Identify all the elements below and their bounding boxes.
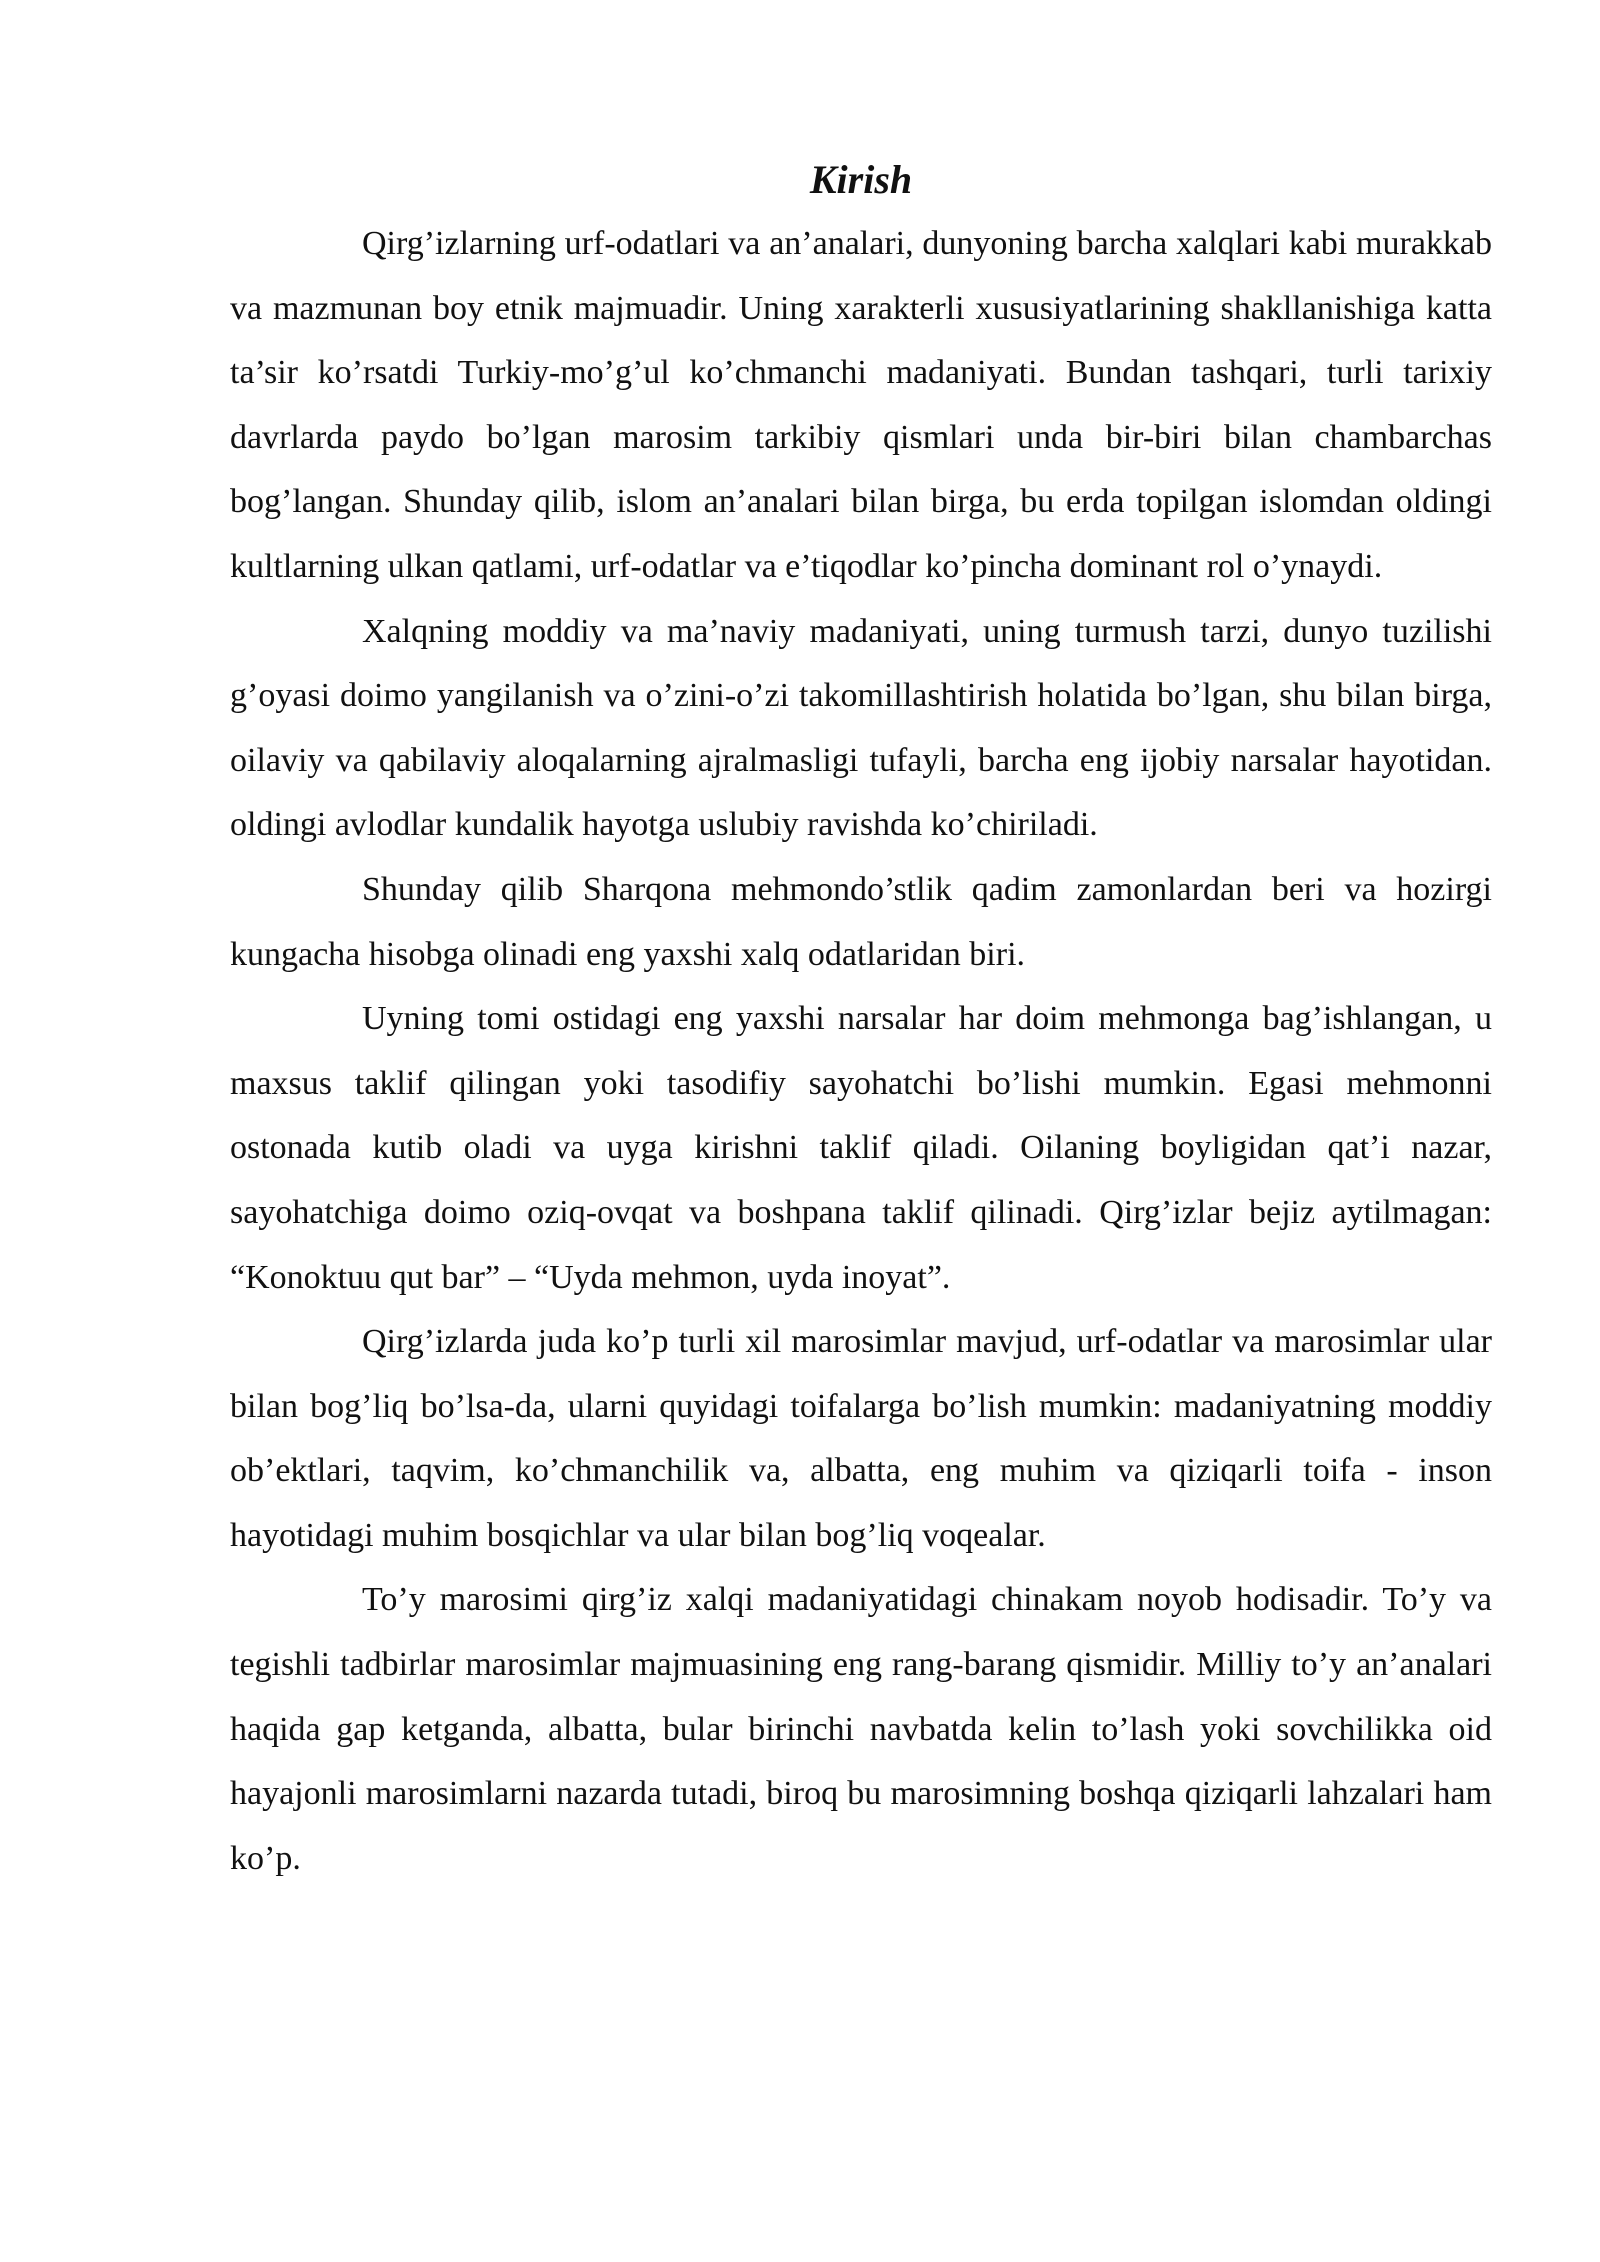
paragraph-4: Uyning tomi ostidagi eng yaxshi narsalar har doim mehmonga bag’ishlangan, u maxsus taklif qilingan yoki tasodifiy sayohatchi bo’lishi mumkin. Egasi mehmonni ostonada kutib oladi va uyga kirishni taklif qiladi. Oilaning boyligidan qat’i nazar, sayohatchiga doimo oziq-ovqat va boshpana taklif qilinadi. Qirg’izlar bejiz aytilmagan: “Konoktuu qut bar” – “Uyda mehmon, uyda inoyat”. xyxy=(230,1000,1492,1296)
paragraph-5: Qirg’izlarda juda ko’p turli xil marosimlar mavjud, urf-odatlar va marosimlar ular bilan bog’liq bo’lsa-da, ularni quyidagi toifalarga bo’lish mumkin: madaniyatning moddiy ob’ektlari, taqvim, ko’chmanchilik va, albatta, eng muhim va qiziqarli toifa - inson hayotidagi muhim bosqichlar va ular bilan bog’liq voqealar. xyxy=(230,1323,1492,1554)
document-title: Kirish xyxy=(809,157,913,202)
document-body xyxy=(230,148,1492,1891)
paragraph-3: Shunday qilib Sharqona mehmondo’stlik qadim zamonlardan beri va hozirgi kungacha hisobga olinadi eng yaxshi xalq odatlaridan biri. xyxy=(230,870,1492,973)
paragraph-1: Qirg’izlarning urf-odatlari va an’analari, dunyoning barcha xalqlari kabi murakkab va mazmunan boy etnik majmuadir. Uning xarakterli xususiyatlarining shakllanishiga katta ta’sir ko’rsatdi Turkiy-mo’g’ul ko’chmanchi madaniyati. Bundan tashqari, turli tarixiy davrlarda paydo bo’lgan marosim tarkibiy qismlari unda bir-biri bilan chambarchas bog’langan. Shunday qilib, islom an’analari bilan birga, bu erda topilgan islomdan oldingi kultlarning ulkan qatlami, urf-odatlar va e’tiqodlar ko’pincha dominant rol o’ynaydi. xyxy=(230,225,1492,585)
paragraph-2: Xalqning moddiy va ma’naviy madaniyati, uning turmush tarzi, dunyo tuzilishi g’oyasi doimo yangilanish va o’zini-o’zi takomillashtirish holatida bo’lgan, shu bilan birga, oilaviy va qabilaviy aloqalarning ajralmasligi tufayli, barcha eng ijobiy narsalar hayotidan. oldingi avlodlar kundalik hayotga uslubiy ravishda ko’chiriladi. xyxy=(230,612,1492,844)
paragraph-6: To’y marosimi qirg’iz xalqi madaniyatidagi chinakam noyob hodisadir. To’y va tegishli tadbirlar marosimlar majmuasining eng rang-barang qismidir. Milliy to’y an’analari haqida gap ketganda, albatta, bular birinchi navbatda kelin to’lash yoki sovchilikka oid hayajonli marosimlarni nazarda tutadi, biroq bu marosimning boshqa qiziqarli lahzalari ham ko’p. xyxy=(230,1581,1492,1877)
